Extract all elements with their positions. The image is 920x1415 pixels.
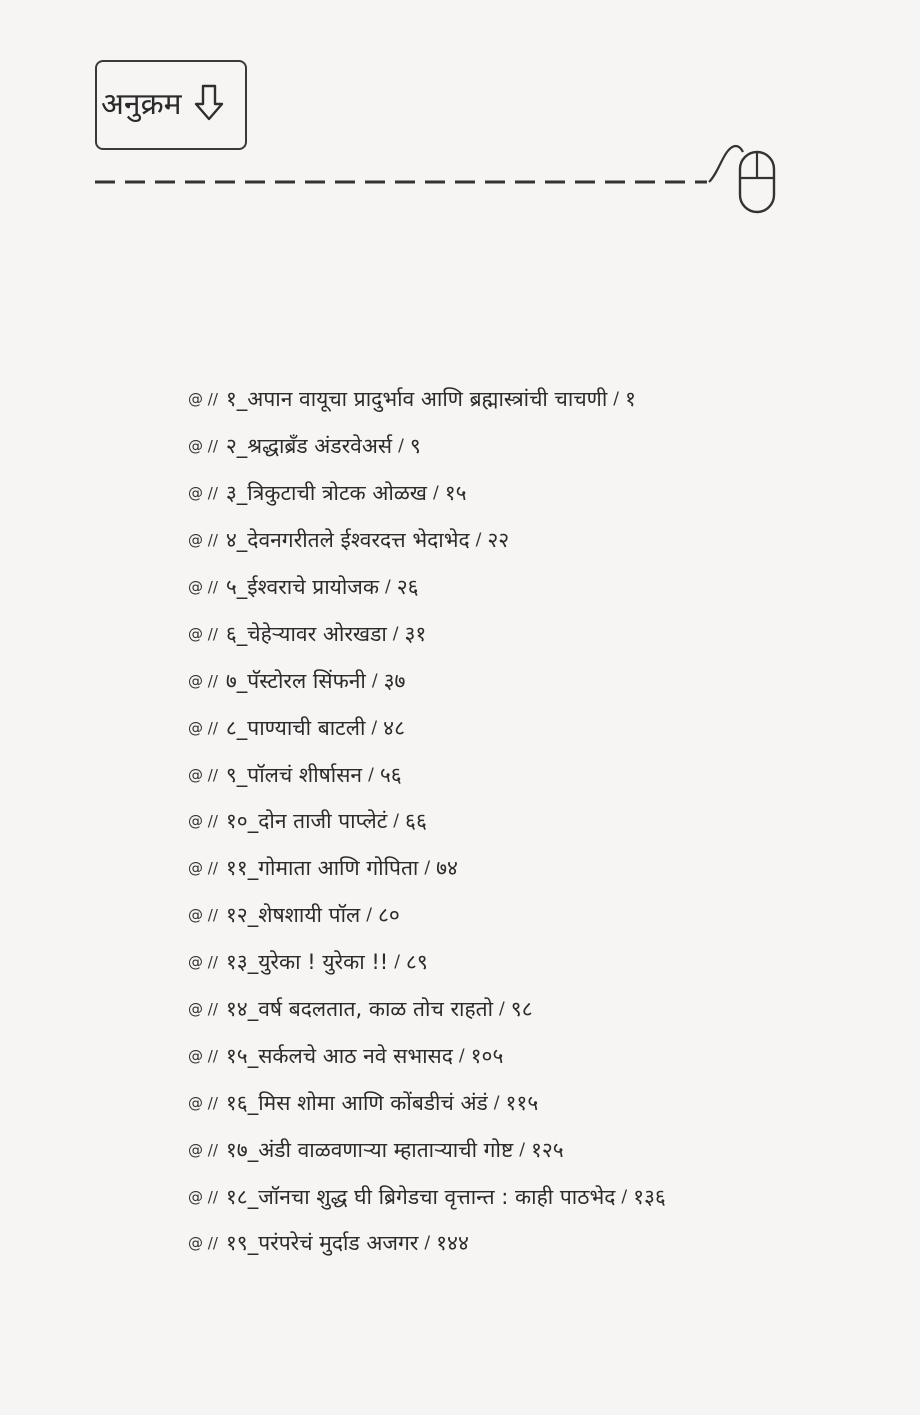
page-separator: / xyxy=(392,623,399,644)
toc-prefix: @ // xyxy=(188,765,218,784)
page-separator: / xyxy=(393,811,400,832)
toc-prefix: @ // xyxy=(188,437,218,456)
page-separator: / xyxy=(499,999,505,1020)
chapter-title: ३_त्रिकुटाची त्रोटक ओळख xyxy=(225,481,427,506)
toc-entry[interactable] xyxy=(188,845,666,892)
toc-prefix: @ // xyxy=(188,859,218,878)
toc-entry[interactable] xyxy=(188,517,666,564)
toc-entry[interactable] xyxy=(188,892,666,939)
toc-entry[interactable] xyxy=(188,564,666,611)
page-number: २२ xyxy=(487,528,510,553)
toc-prefix: @ // xyxy=(188,390,218,409)
page-number: ३१ xyxy=(404,621,427,646)
chapter-title: १८_जॉनचा शुद्ध घी ब्रिगेडचा वृत्तान्त : काही पाठभेद xyxy=(225,1184,616,1209)
chapter-title: २_श्रद्धाब्रँड अंडरवेअर्स xyxy=(225,434,393,459)
page-number: ८० xyxy=(378,903,400,928)
page-separator: / xyxy=(432,483,439,504)
page-number: ३७ xyxy=(383,668,406,693)
toc-prefix: @ // xyxy=(188,531,218,550)
toc-entry[interactable] xyxy=(188,657,666,704)
contents-heading-box xyxy=(95,60,247,150)
page-number: ४८ xyxy=(383,715,405,740)
toc-prefix: @ // xyxy=(188,484,218,503)
page-separator: / xyxy=(519,1139,525,1160)
chapter-title: १_अपान वायूचा प्रादुर्भाव आणि ब्रह्मास्त्रांची चाचणी xyxy=(225,387,608,412)
page-number: ९ xyxy=(409,434,421,459)
toc-entry[interactable] xyxy=(188,376,666,423)
page-separator: / xyxy=(371,717,378,738)
page-number: १ xyxy=(625,387,636,412)
page-number: १४४ xyxy=(436,1231,469,1256)
computer-mouse-icon xyxy=(695,130,785,220)
toc-entry[interactable] xyxy=(188,1079,666,1126)
toc-entry[interactable] xyxy=(188,798,666,845)
page-separator: / xyxy=(621,1186,628,1207)
page-number: ८९ xyxy=(405,950,428,975)
toc-prefix: @ // xyxy=(188,1046,218,1065)
toc-prefix: @ // xyxy=(188,624,218,643)
page-number: ९८ xyxy=(510,997,533,1022)
chapter-title: १९_परंपरेचं मुर्दाड अजगर xyxy=(225,1231,419,1256)
page-separator: / xyxy=(424,1233,431,1254)
chapter-title: ६_चेहेऱ्यावर ओरखडा xyxy=(225,621,387,646)
page-separator: / xyxy=(366,905,373,926)
page-number: ७४ xyxy=(436,856,458,881)
toc-entry[interactable] xyxy=(188,986,666,1033)
page-number: ६६ xyxy=(405,809,427,834)
toc-prefix: @ // xyxy=(188,671,218,690)
toc-entry[interactable] xyxy=(188,470,666,517)
contents-heading: अनुक्रम xyxy=(101,87,182,122)
page-separator: / xyxy=(424,858,431,879)
chapter-title: ८_पाण्याची बाटली xyxy=(225,715,366,740)
toc-entry[interactable] xyxy=(188,1173,666,1220)
toc-prefix: @ // xyxy=(188,1000,218,1019)
dashed-divider xyxy=(95,170,715,196)
toc-entry[interactable] xyxy=(188,1032,666,1079)
toc-entry[interactable] xyxy=(188,1126,666,1173)
page-number: ११५ xyxy=(505,1090,539,1115)
page-number: १२५ xyxy=(530,1137,564,1162)
chapter-title: ४_देवनगरीतले ईश्वरदत्त भेदाभेद xyxy=(225,528,470,553)
toc-entry[interactable] xyxy=(188,751,666,798)
toc-prefix: @ // xyxy=(188,578,218,596)
down-arrow-icon xyxy=(194,84,224,126)
toc-prefix: @ // xyxy=(188,953,218,972)
toc-prefix: @ // xyxy=(188,718,218,737)
page-separator: / xyxy=(394,952,400,973)
chapter-title: १७_अंडी वाळवणाऱ्या म्हाताऱ्याची गोष्ट xyxy=(225,1137,514,1162)
page-separator: / xyxy=(458,1045,465,1066)
page-number: ५६ xyxy=(379,762,402,787)
chapter-title: १४_वर्ष बदलतात, काळ तोच राहतो xyxy=(225,997,494,1022)
page-number: २६ xyxy=(396,575,419,599)
toc-entry[interactable] xyxy=(188,939,666,986)
toc-prefix: @ // xyxy=(188,1093,218,1112)
chapter-title: १०_दोन ताजी पाप्लेटं xyxy=(225,809,388,834)
page-separator: / xyxy=(613,389,620,410)
chapter-title: १५_सर्कलचे आठ नवे सभासद xyxy=(225,1043,453,1068)
toc-entry[interactable] xyxy=(188,610,666,657)
page-number: १०५ xyxy=(470,1043,504,1068)
page-number: १३६ xyxy=(633,1184,666,1209)
chapter-title: ९_पॉलचं शीर्षासन xyxy=(225,762,363,787)
toc-entry[interactable] xyxy=(188,1220,666,1267)
page-separator: / xyxy=(475,530,482,551)
toc-prefix: @ // xyxy=(188,1187,218,1206)
page-separator: / xyxy=(368,764,374,785)
chapter-title: ११_गोमाता आणि गोपिता xyxy=(225,856,419,881)
chapter-title: १३_युरेका ! युरेका !! xyxy=(225,950,389,975)
page-separator: / xyxy=(371,670,378,691)
toc-entry[interactable] xyxy=(188,704,666,751)
chapter-title: ५_ईश्वराचे प्रायोजक xyxy=(225,575,379,599)
page-number: १५ xyxy=(444,481,467,506)
chapter-title: ७_पॅस्टोरल सिंफनी xyxy=(225,668,366,693)
toc-prefix: @ // xyxy=(188,1140,218,1159)
chapter-title: १६_मिस शोमा आणि कोंबडीचं अंडं xyxy=(225,1090,488,1115)
chapter-title: १२_शेषशायी पॉल xyxy=(225,903,361,928)
page-separator: / xyxy=(384,577,391,597)
toc-entry[interactable] xyxy=(188,423,666,470)
toc-prefix: @ // xyxy=(188,906,218,925)
toc-prefix: @ // xyxy=(188,1234,218,1253)
table-of-contents xyxy=(188,376,666,1267)
page-separator: / xyxy=(493,1092,500,1113)
page-separator: / xyxy=(398,436,404,457)
toc-prefix: @ // xyxy=(188,812,218,831)
